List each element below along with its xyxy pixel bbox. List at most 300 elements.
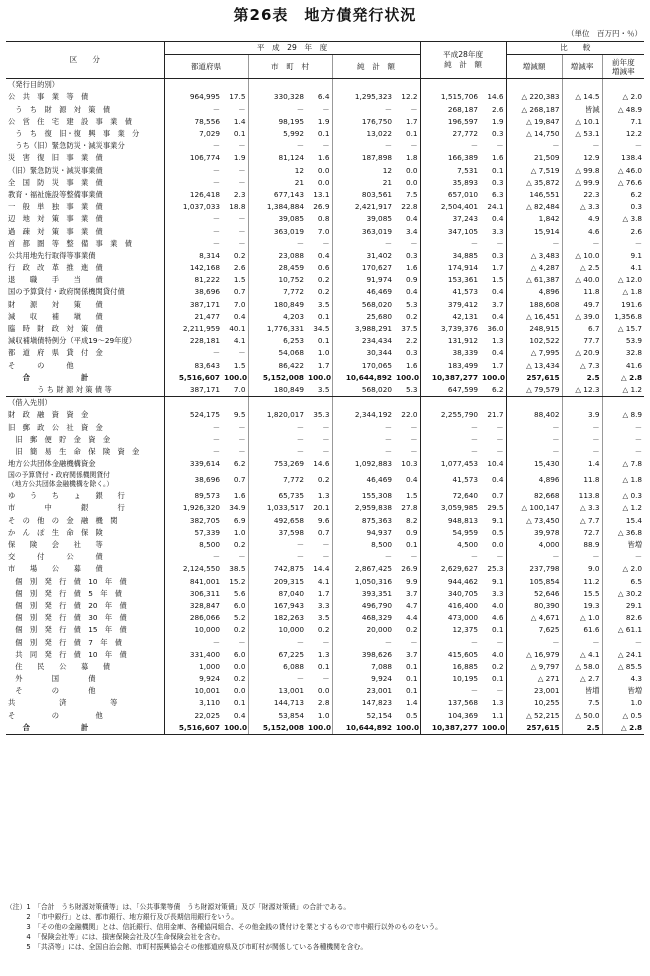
cell-value: 15.4: [602, 515, 644, 527]
cell-value: △ 4,287: [506, 262, 562, 274]
cell-value: 330,328: [248, 91, 306, 103]
cell-value: －: [420, 421, 480, 433]
cell-value: 568,020: [332, 299, 394, 311]
cell-value: －: [238, 214, 246, 224]
cell-value: [222, 397, 248, 410]
cell-value: [164, 397, 222, 410]
cell-value: 6.5: [602, 576, 644, 588]
table-row: [6, 238, 644, 250]
cell-value: 5,152,008: [248, 372, 306, 384]
cell-value: －: [164, 238, 222, 250]
cell-value: －: [496, 552, 504, 562]
cell-value: [506, 397, 562, 410]
table-row: [6, 710, 644, 722]
row-label: 行 政 改 革 推 進 債: [8, 263, 103, 273]
table-row: [6, 177, 644, 189]
cell-value: 257,615: [506, 722, 562, 735]
cell-value: 皆増: [562, 685, 602, 697]
table-row: [6, 563, 644, 575]
cell-value: －: [506, 238, 562, 250]
table-row: [6, 515, 644, 527]
cell-value: 54,068: [248, 347, 306, 359]
cell-value: 137,568: [420, 697, 480, 709]
cell-value: △ 2.0: [602, 563, 644, 575]
cell-value: 875,363: [332, 515, 394, 527]
cell-value: △ 39.0: [562, 311, 602, 323]
cell-value: △ 35,872: [506, 177, 562, 189]
cell-value: －: [164, 165, 222, 177]
cell-value: 41,573: [420, 470, 480, 490]
cell-value: 1.0: [317, 348, 330, 358]
cell-value: [602, 79, 644, 92]
cell-value: －: [602, 434, 644, 446]
cell-value: 0.2: [491, 661, 504, 671]
cell-value: 6.0: [233, 649, 246, 659]
cell-value: [332, 397, 394, 410]
cell-value: －: [164, 213, 222, 225]
header-diff: 増減額: [506, 55, 562, 79]
cell-value: 5,516,607: [164, 372, 222, 384]
cell-value: 2.6: [233, 263, 246, 273]
cell-value: △ 1.2: [602, 502, 644, 514]
cell-value: △ 2.8: [602, 722, 644, 735]
row-label: 旧 簡 易 生 命 保 険 資 金: [8, 446, 140, 456]
cell-value: 12.9: [562, 152, 602, 164]
header-compare: 比 較: [506, 42, 644, 55]
cell-value: 6.4: [317, 92, 330, 102]
cell-value: 15.5: [562, 588, 602, 600]
cell-value: △ 82,484: [506, 201, 562, 213]
cell-value: 12,375: [420, 624, 480, 636]
row-label: （発行目的別）: [8, 80, 60, 90]
cell-value: 0.2: [405, 625, 418, 635]
cell-value: 4.1: [233, 336, 246, 346]
cell-value: 5.3: [394, 384, 420, 397]
cell-value: 15.2: [229, 576, 246, 586]
table-row: [6, 360, 644, 372]
cell-value: 100.0: [224, 372, 248, 382]
table-body: [6, 79, 644, 735]
cell-value: 22.0: [401, 410, 418, 420]
cell-value: 0.2: [233, 674, 246, 684]
header-h28: [420, 42, 506, 79]
table-row: [6, 286, 644, 298]
cell-value: △ 4.1: [562, 649, 602, 661]
cell-value: 2,421,917: [332, 201, 394, 213]
cell-value: 10.4: [487, 459, 504, 469]
cell-value: 0.3: [491, 250, 504, 260]
cell-value: 1,092,883: [332, 458, 394, 470]
cell-value: －: [332, 140, 394, 152]
cell-value: 13,022: [332, 128, 394, 140]
cell-value: 35.3: [313, 410, 330, 420]
cell-value: －: [322, 422, 330, 432]
cell-value: 34.5: [313, 324, 330, 334]
cell-value: 4.6: [562, 225, 602, 237]
cell-value: －: [164, 421, 222, 433]
cell-value: 11.8: [562, 286, 602, 298]
cell-value: △ 1.8: [602, 470, 644, 490]
cell-value: －: [322, 674, 330, 684]
cell-value: 0.4: [405, 475, 418, 485]
cell-value: －: [506, 140, 562, 152]
cell-value: 7,531: [420, 165, 480, 177]
cell-value: －: [506, 636, 562, 648]
cell-value: △ 13,434: [506, 360, 562, 372]
table-row: [6, 91, 644, 103]
cell-value: 0.4: [317, 250, 330, 260]
header-prev-rate-line2: 増減率: [611, 66, 635, 76]
cell-value: 153,361: [420, 274, 480, 286]
cell-value: [420, 79, 480, 92]
cell-value: 1,515,706: [420, 91, 480, 103]
cell-value: 41.6: [602, 360, 644, 372]
cell-value: △ 19,847: [506, 116, 562, 128]
cell-value: 1.5: [405, 491, 418, 501]
cell-value: △ 268,187: [506, 104, 562, 116]
cell-value: 1.1: [491, 710, 504, 720]
cell-value: 0.6: [317, 263, 330, 273]
cell-value: [248, 79, 306, 92]
cell-value: 0.2: [317, 625, 330, 635]
cell-value: 46,469: [332, 286, 394, 298]
note-5: 5 「共済等」には、全国自治会館、市町村振興協会その他都道府県及び市町村が関係している各種機関を含む。: [6, 943, 368, 951]
table-row: [6, 116, 644, 128]
cell-value: －: [322, 104, 330, 114]
cell-value: －: [238, 552, 246, 562]
cell-value: 38,339: [420, 347, 480, 359]
header-rate: 増減率: [562, 55, 602, 79]
section-heading-row: [6, 397, 644, 410]
cell-value: 5,516,607: [164, 722, 222, 735]
cell-value: △ 99.9: [562, 177, 602, 189]
notes: [6, 902, 646, 952]
cell-value: 257,615: [506, 372, 562, 384]
cell-value: －: [602, 238, 644, 250]
row-label: 地方公共団体金融機構資金: [8, 459, 96, 469]
cell-value: △ 14,750: [506, 128, 562, 140]
table-row: [6, 624, 644, 636]
cell-value: 1.4: [562, 458, 602, 470]
cell-value: 1.3: [317, 649, 330, 659]
cell-value: －: [332, 238, 394, 250]
cell-value: △ 7,995: [506, 347, 562, 359]
cell-value: 80,390: [506, 600, 562, 612]
cell-value: 363,019: [332, 225, 394, 237]
cell-value: －: [562, 238, 602, 250]
row-label: そ の 他: [8, 686, 96, 696]
cell-value: 5.3: [405, 299, 418, 309]
cell-value: [480, 397, 506, 410]
cell-value: 100.0: [308, 372, 332, 382]
cell-value: 0.2: [317, 475, 330, 485]
cell-value: 0.8: [317, 214, 330, 224]
cell-value: －: [496, 686, 504, 696]
table-row: [6, 323, 644, 335]
cell-value: －: [506, 446, 562, 458]
note-4: 4 「保険会社等」には、損害保険会社及び生命保険会社を含む。: [6, 933, 225, 941]
cell-value: 170,627: [332, 262, 394, 274]
cell-value: 106,774: [164, 152, 222, 164]
cell-value: 86,422: [248, 360, 306, 372]
cell-value: 皆増: [602, 539, 644, 551]
cell-value: [332, 79, 394, 92]
cell-value: 9,924: [164, 673, 222, 685]
cell-value: 0.2: [233, 625, 246, 635]
cell-value: 113.8: [562, 490, 602, 502]
cell-value: 188,608: [506, 299, 562, 311]
cell-value: －: [248, 446, 306, 458]
cell-value: －: [410, 238, 418, 248]
cell-value: △ 1.8: [602, 286, 644, 298]
table-row: [6, 152, 644, 164]
cell-value: 1.6: [405, 360, 418, 370]
cell-value: △ 73,450: [506, 515, 562, 527]
cell-value: 3.3: [317, 600, 330, 610]
cell-value: 1.5: [491, 275, 504, 285]
row-label: 住 民 公 募 債: [8, 661, 111, 671]
note-1: （注）1 「合計 うち財源対策債等」は、「公共事業等債 うち財源対策債」及び「財源対策債」の合計である。: [6, 903, 351, 911]
cell-value: 363,019: [248, 225, 306, 237]
cell-value: 1,842: [506, 213, 562, 225]
cell-value: 10,255: [506, 697, 562, 709]
cell-value: 35,893: [420, 177, 480, 189]
cell-value: 0.3: [405, 348, 418, 358]
cell-value: 347,105: [420, 225, 480, 237]
table-row: [6, 165, 644, 177]
cell-value: 416,400: [420, 600, 480, 612]
cell-value: 147,823: [332, 697, 394, 709]
cell-value: －: [562, 636, 602, 648]
cell-value: －: [410, 422, 418, 432]
cell-value: 1,820,017: [248, 409, 306, 421]
cell-value: －: [602, 551, 644, 563]
table-row: [6, 458, 644, 470]
cell-value: 39,085: [248, 213, 306, 225]
cell-value: 9,924: [332, 673, 394, 685]
cell-value: 100.0: [480, 722, 506, 735]
cell-value: △ 16,979: [506, 649, 562, 661]
cell-value: 0.4: [491, 348, 504, 358]
cell-value: 27.8: [401, 503, 418, 513]
row-label: 公共用地先行取得等事業債: [8, 250, 96, 260]
cell-value: 1.3: [491, 698, 504, 708]
cell-value: 29.1: [602, 600, 644, 612]
cell-value: 9.0: [562, 563, 602, 575]
cell-value: 3,059,985: [420, 502, 480, 514]
cell-value: 36.0: [487, 324, 504, 334]
cell-value: 0.2: [233, 250, 246, 260]
cell-value: 83,643: [164, 360, 222, 372]
cell-value: 37,243: [420, 213, 480, 225]
row-label: 個 別 発 行 債 30 年 債: [8, 613, 127, 623]
cell-value: 100.0: [396, 372, 420, 382]
cell-value: －: [562, 551, 602, 563]
cell-value: 1.7: [317, 360, 330, 370]
cell-value: △ 3.8: [602, 213, 644, 225]
cell-value: 25.3: [487, 564, 504, 574]
cell-value: 24.1: [487, 202, 504, 212]
cell-value: －: [164, 347, 222, 359]
cell-value: 105,854: [506, 576, 562, 588]
cell-value: 5.2: [233, 613, 246, 623]
cell-value: △ 53.1: [562, 128, 602, 140]
table-row: [6, 250, 644, 262]
table-row: [6, 347, 644, 359]
cell-value: 0.1: [233, 129, 246, 139]
cell-value: 1,295,323: [332, 91, 394, 103]
cell-value: －: [506, 551, 562, 563]
cell-value: －: [496, 422, 504, 432]
cell-value: 28,459: [248, 262, 306, 274]
cell-value: 1.6: [491, 153, 504, 163]
cell-value: 2.8: [317, 698, 330, 708]
table-row: [6, 588, 644, 600]
cell-value: 131,912: [420, 335, 480, 347]
cell-value: 0.4: [491, 475, 504, 485]
row-label: 国の予算貸付・政府関係機関貸付債: [8, 287, 125, 297]
cell-value: 0.1: [317, 336, 330, 346]
table-row: [6, 539, 644, 551]
cell-value: －: [332, 551, 394, 563]
table-row: [6, 311, 644, 323]
row-label: ゆ う ち ょ 銀 行: [8, 491, 125, 501]
cell-value: 10,000: [248, 624, 306, 636]
table-row: [6, 697, 644, 709]
cell-value: 948,813: [420, 515, 480, 527]
row-label: う ち 財 源 対 策 債: [8, 104, 111, 114]
cell-value: 4.0: [491, 600, 504, 610]
row-label: 旧 郵 便 貯 金 資 金: [8, 434, 111, 444]
cell-value: 2.2: [405, 336, 418, 346]
cell-value: 4.1: [317, 576, 330, 586]
cell-value: 22,025: [164, 710, 222, 722]
cell-value: －: [164, 225, 222, 237]
cell-value: △ 46.0: [602, 165, 644, 177]
cell-value: 10,001: [164, 685, 222, 697]
cell-value: 191.6: [602, 299, 644, 311]
cell-value: 54,959: [420, 527, 480, 539]
cell-value: [562, 79, 602, 92]
cell-value: 286,066: [164, 612, 222, 624]
cell-value: △ 76.6: [602, 177, 644, 189]
cell-value: －: [410, 552, 418, 562]
cell-value: 2.3: [233, 189, 246, 199]
table-row: [6, 384, 644, 397]
cell-value: 26.9: [313, 202, 330, 212]
cell-value: 4.4: [405, 613, 418, 623]
cell-value: 2.6: [491, 104, 504, 114]
header-h28-line1: 平成28年度: [443, 50, 484, 60]
cell-value: 6,253: [248, 335, 306, 347]
cell-value: [394, 79, 420, 92]
cell-value: 473,000: [420, 612, 480, 624]
cell-value: 803,561: [332, 189, 394, 201]
cell-value: 34,885: [420, 250, 480, 262]
cell-value: 8,500: [164, 539, 222, 551]
cell-value: 4,500: [420, 539, 480, 551]
cell-value: 0.7: [317, 527, 330, 537]
cell-value: －: [602, 446, 644, 458]
cell-value: 82,668: [506, 490, 562, 502]
cell-value: 7,772: [248, 286, 306, 298]
cell-value: △ 12.3: [562, 384, 602, 397]
cell-value: 0.0: [405, 165, 418, 175]
cell-value: 61.6: [562, 624, 602, 636]
row-label: 全 国 防 災 事 業 債: [8, 177, 103, 187]
cell-value: 6,088: [248, 661, 306, 673]
cell-value: －: [238, 422, 246, 432]
cell-value: －: [332, 434, 394, 446]
cell-value: －: [322, 238, 330, 248]
cell-value: △ 2.7: [562, 673, 602, 685]
cell-value: 0.7: [491, 491, 504, 501]
cell-value: －: [602, 140, 644, 152]
table-row: [6, 335, 644, 347]
cell-value: 187,898: [332, 152, 394, 164]
cell-value: －: [164, 177, 222, 189]
row-label: 公 営 住 宅 建 設 事 業 債: [8, 116, 133, 126]
cell-value: △ 7.7: [562, 515, 602, 527]
cell-value: 15,914: [506, 225, 562, 237]
table-row: [6, 140, 644, 152]
cell-value: 23,001: [332, 685, 394, 697]
cell-value: 0.4: [491, 311, 504, 321]
row-label: う ち 復 旧・復 興 事 業 分: [8, 129, 140, 139]
row-label: 財 源 対 策 債: [8, 299, 103, 309]
cell-value: 4,896: [506, 470, 562, 490]
cell-value: 7,772: [248, 470, 306, 490]
cell-value: 1.9: [317, 116, 330, 126]
cell-value: 23,001: [506, 685, 562, 697]
cell-value: 964,995: [164, 91, 222, 103]
row-label: 旧 郵 政 公 社 資 金: [8, 422, 103, 432]
cell-value: [602, 397, 644, 410]
cell-value: －: [420, 685, 480, 697]
cell-value: 0.0: [317, 165, 330, 175]
cell-value: △ 7.3: [562, 360, 602, 372]
cell-value: 4.1: [602, 262, 644, 274]
cell-value: 3.3: [491, 226, 504, 236]
cell-value: 0.1: [405, 540, 418, 550]
cell-value: －: [332, 636, 394, 648]
cell-value: 3.4: [405, 226, 418, 236]
cell-value: 0.7: [233, 287, 246, 297]
cell-value: 6.3: [491, 189, 504, 199]
cell-value: 38.5: [229, 564, 246, 574]
cell-value: △ 3.3: [562, 201, 602, 213]
cell-value: 12.2: [401, 92, 418, 102]
cell-value: 176,750: [332, 116, 394, 128]
cell-value: 1,037,033: [164, 201, 222, 213]
cell-value: 10,387,277: [420, 372, 480, 384]
cell-value: 9.1: [602, 250, 644, 262]
cell-value: 30,344: [332, 347, 394, 359]
cell-value: 41,573: [420, 286, 480, 298]
cell-value: 1.7: [317, 588, 330, 598]
page-title: 第26表 地方債発行状況: [233, 6, 417, 24]
cell-value: 29.5: [487, 503, 504, 513]
cell-value: －: [238, 446, 246, 456]
cell-value: －: [410, 637, 418, 647]
cell-value: 100.0: [306, 722, 332, 735]
cell-value: 4.3: [602, 673, 644, 685]
cell-value: [562, 397, 602, 410]
cell-value: －: [410, 446, 418, 456]
cell-value: [222, 79, 248, 92]
cell-value: 0.4: [491, 287, 504, 297]
row-label: 減収補塡債特例分（平成19～29年度）: [8, 336, 137, 346]
